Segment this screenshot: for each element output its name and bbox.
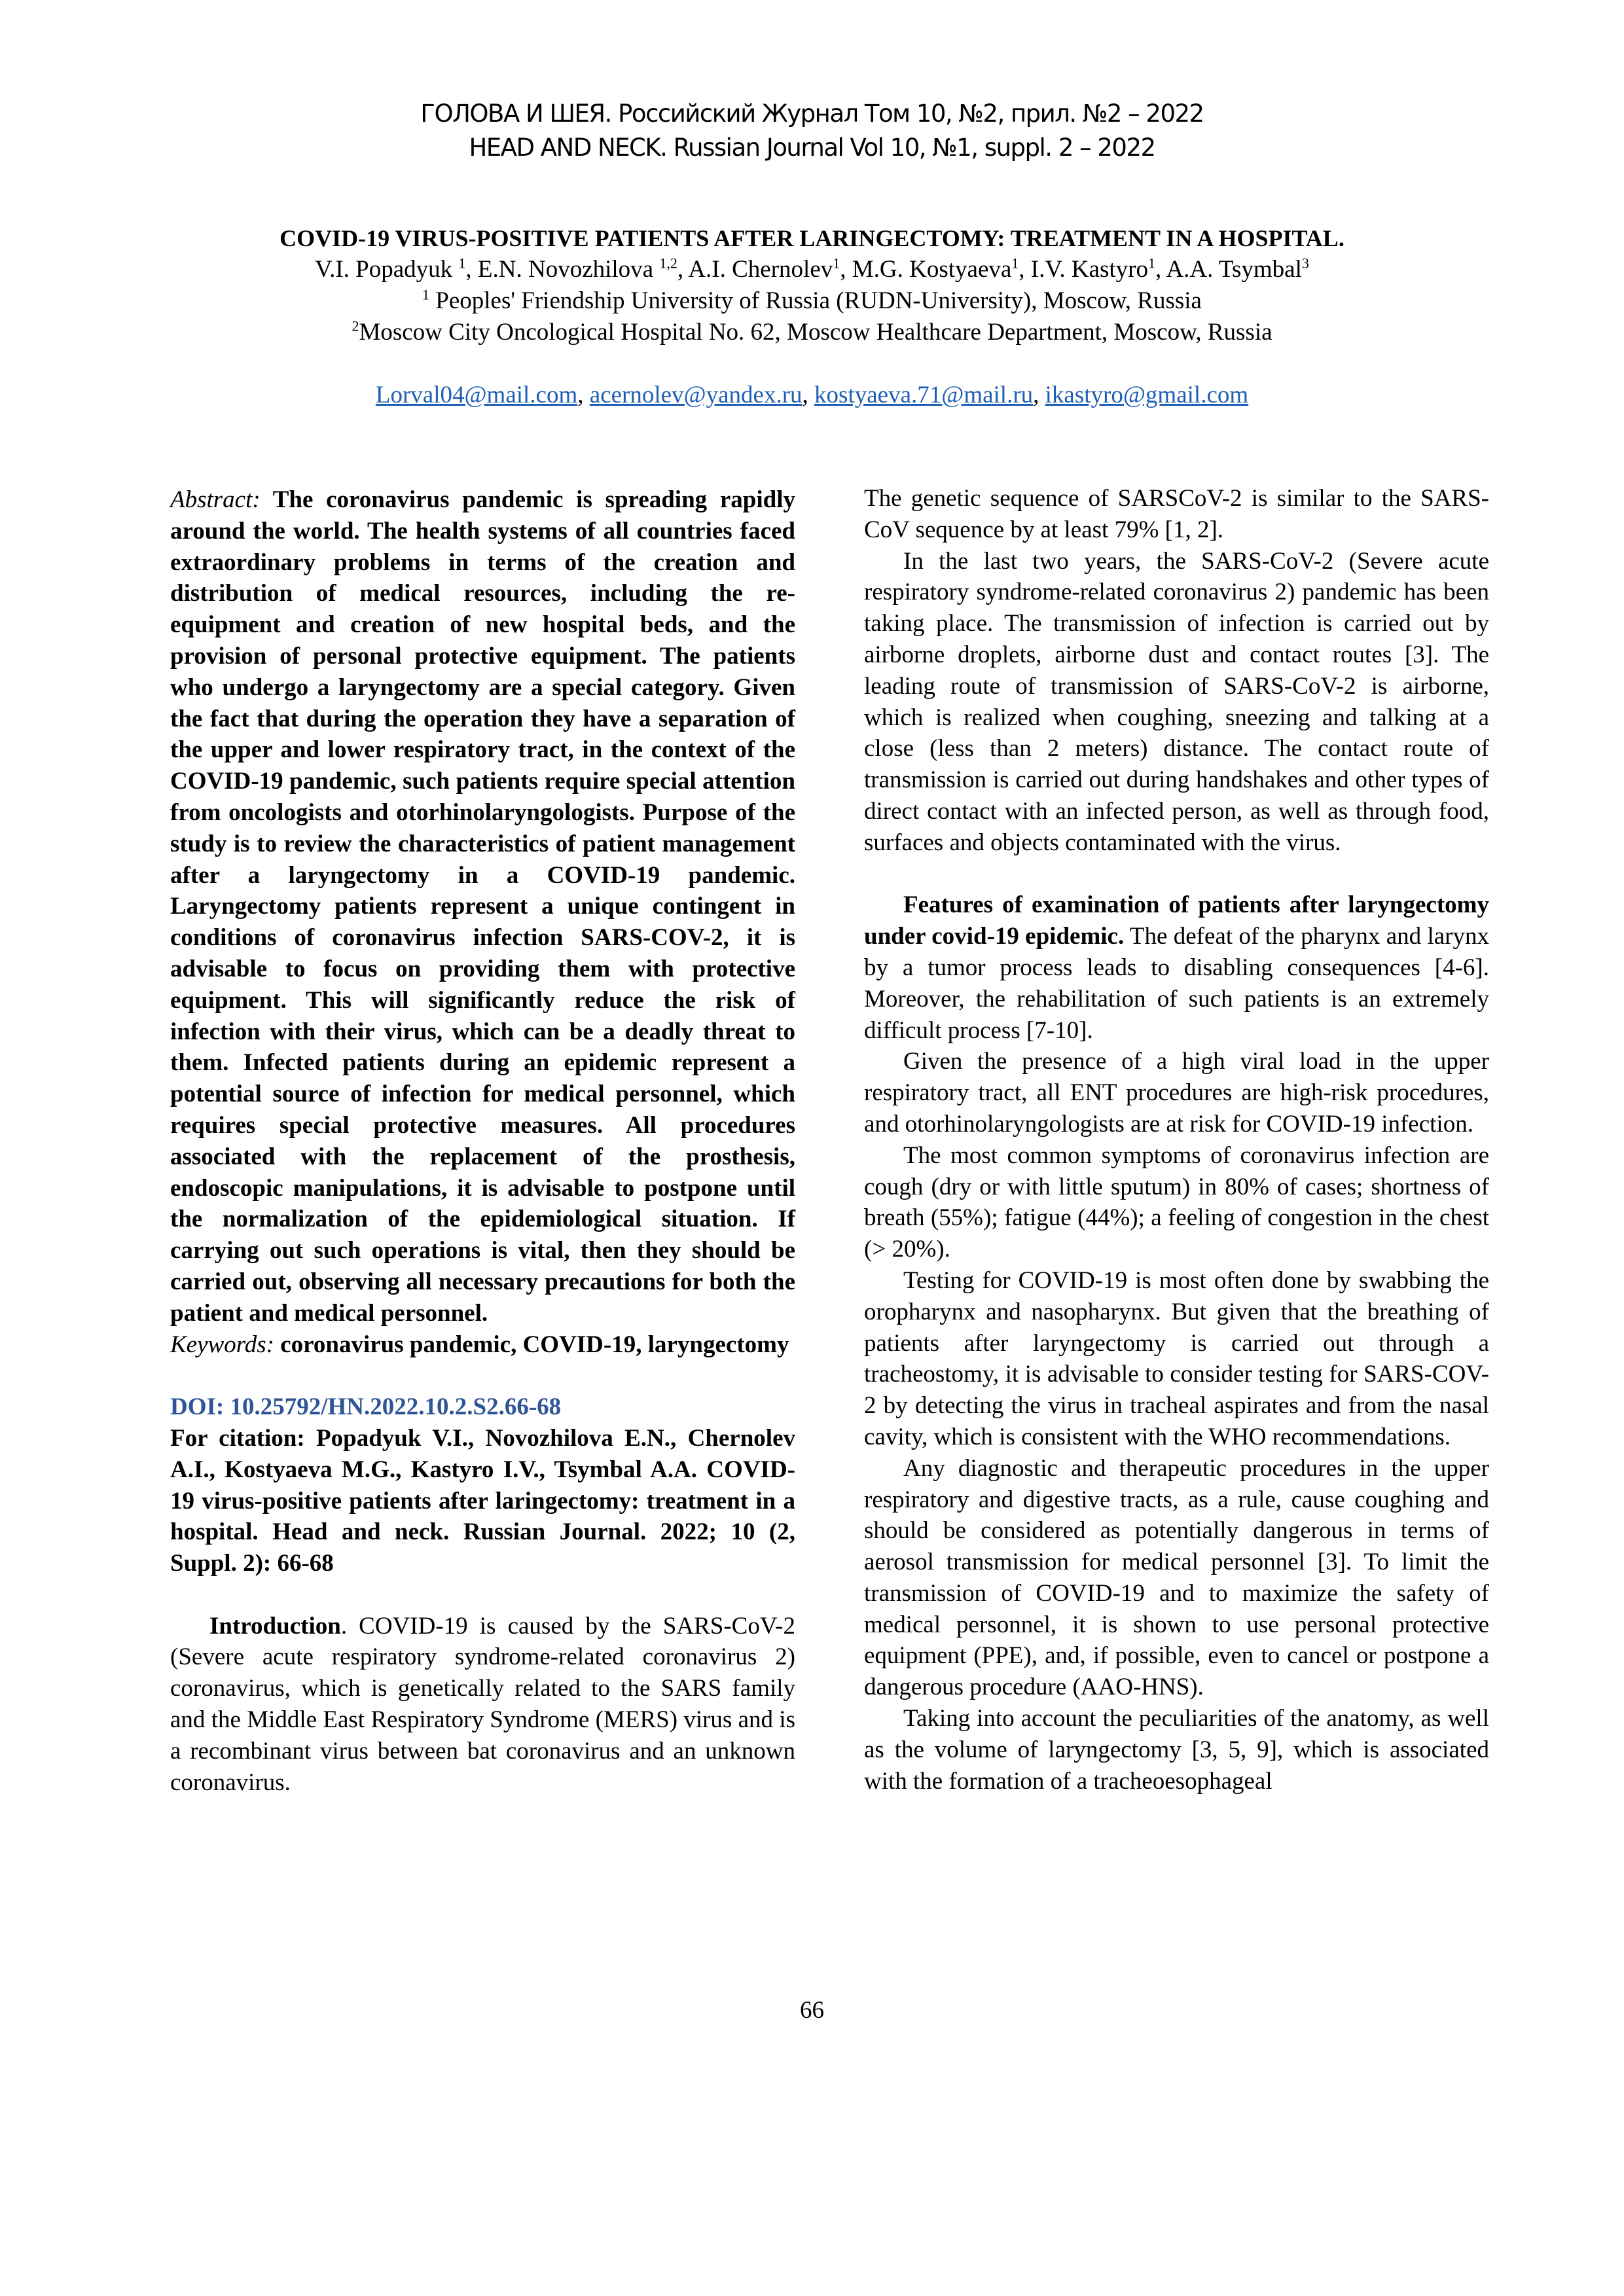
paragraph-text: The defeat of the pharynx and larynx by a tumor process leads to disabling consequences [4-6]. Moreover, the rehabilitation of such patients is an extremely difficult process [7-10]. xyxy=(864,923,1489,1044)
article-title: COVID-19 VIRUS-POSITIVE PATIENTS AFTER LARINGECTOMY: TREATMENT IN A HOSPITAL. xyxy=(280,225,1344,251)
paragraph: The most common symptoms of coronavirus infection are cough (dry or with little sputum) in 80% of cases; shortness of breath (55%); fatigue (44%); a feeling of congestion in the chest (> 20%). xyxy=(864,1141,1489,1263)
introduction-heading: Introduction xyxy=(209,1612,341,1640)
doi[interactable]: DOI: 10.25792/HN.2022.10.2.S2.66-68 xyxy=(170,1393,562,1421)
email-link[interactable]: ikastyro@gmail.com xyxy=(1045,382,1249,408)
left-column xyxy=(170,484,795,1798)
author-separator: , xyxy=(840,256,852,283)
author-affiliation-mark: 1 xyxy=(1147,255,1155,272)
author-affiliation-mark: 3 xyxy=(1301,255,1309,272)
author-list xyxy=(0,254,1624,285)
email-separator: , xyxy=(802,382,815,408)
author-affiliation-mark: 1 xyxy=(458,255,466,272)
title-block xyxy=(0,223,1624,348)
running-header xyxy=(0,97,1624,165)
author-separator: , xyxy=(1019,256,1031,283)
keywords xyxy=(170,1329,795,1361)
section-heading: Features of examination of patients after laryngectomy under covid-19 epidemic. xyxy=(864,891,1489,950)
introduction-paragraph xyxy=(170,1611,795,1799)
paragraph: Testing for COVID-19 is most often done by swabbing the oropharynx and nasopharynx. But given that the breathing of patients after laryngectomy is carried out through a tracheostomy, it is advisable to consider testing for SARS-COV-2 by detecting the virus in tracheal aspirates and from the nasal cavity, which is consistent with the WHO recommendations. xyxy=(864,1266,1489,1450)
paragraph: Any diagnostic and therapeutic procedures in the upper respiratory and digestive tracts, as a rule, cause coughing and should be considered as potentially dangerous in terms of aerosol transmission for medical personnel [3]. To limit the transmission of COVID-19 and to maximize the safety of medical personnel, it is shown to use personal protective equipment (PPE), and, if possible, even to cancel or postpone a dangerous procedure (AAO-HNS). xyxy=(864,1454,1489,1701)
email-list xyxy=(0,380,1624,411)
author: A.I. Chernolev xyxy=(688,256,833,283)
author: I.V. Kastyro xyxy=(1030,256,1148,283)
affiliation-text: Moscow City Oncological Hospital No. 62, Moscow Healthcare Department, Moscow, Russia xyxy=(359,319,1272,346)
email-separator: , xyxy=(577,382,590,408)
affiliation-number: 1 xyxy=(422,286,429,303)
affiliation-text: Peoples' Friendship University of Russia (RUDN-University), Moscow, Russia xyxy=(429,287,1202,314)
keywords-text: coronavirus pandemic, COVID-19, laryngectomy xyxy=(274,1331,789,1358)
email-link[interactable]: kostyaeva.71@mail.ru xyxy=(814,382,1034,408)
page-number: 66 xyxy=(800,1997,824,2024)
header-line-ru: ГОЛОВА И ШЕЯ. Российский Журнал Том 10, №2, прил. №2 – 2022 xyxy=(420,99,1204,128)
keywords-label: Keywords: xyxy=(170,1331,274,1358)
author: E.N. Novozhilova xyxy=(477,256,660,283)
affiliation-1 xyxy=(0,285,1624,317)
paragraph: Given the presence of a high viral load in the upper respiratory tract, all ENT procedures are high-risk procedures, and otorhinolaryngologists are at risk for COVID-19 infection. xyxy=(864,1048,1489,1138)
right-column xyxy=(864,483,1489,1797)
header-line-en: HEAD AND NECK. Russian Journal Vol 10, №1, suppl. 2 – 2022 xyxy=(469,134,1155,162)
email-separator: , xyxy=(1033,382,1045,408)
author-affiliation-mark: 1 xyxy=(833,255,840,272)
author: A.A. Tsymbal xyxy=(1166,256,1302,283)
email-link[interactable]: Lorval04@mail.com xyxy=(375,382,578,408)
paragraph: The genetic sequence of SARSCoV-2 is similar to the SARS-CoV sequence by at least 79% [1, 2]. xyxy=(864,485,1489,543)
author-separator: , xyxy=(1155,256,1166,283)
author-affiliation-mark: 1 xyxy=(1011,255,1019,272)
affiliation-number: 2 xyxy=(352,317,359,334)
paragraph: In the last two years, the SARS-CoV-2 (Severe acute respiratory syndrome-related coronavirus 2) pandemic has been taking place. The transmission of infection is carried out by airborne droplets, airborne dust and contact routes [3]. The leading route of transmission of SARS-CoV-2 is airborne, which is realized when coughing, sneezing and talking at a close (less than 2 meters) distance. The contact route of transmission is carried out during handshakes and other types of direct contact with an infected person, as well as through food, surfaces and objects contaminated with the virus. xyxy=(864,547,1489,856)
introduction-text: . COVID-19 is caused by the SARS-CoV-2 (Severe acute respiratory syndrome-related coronavirus 2) coronavirus, which is genetically related to the SARS family and the Middle East Respiratory Syndrome (MERS) virus and is a recombinant virus between bat coronavirus and an unknown coronavirus. xyxy=(170,1612,795,1796)
author-affiliation-mark: 1,2 xyxy=(659,255,677,272)
author-separator: , xyxy=(677,256,689,283)
affiliation-2 xyxy=(0,317,1624,348)
author: V.I. Popadyuk xyxy=(315,256,459,283)
section-paragraph xyxy=(864,889,1489,1046)
abstract xyxy=(170,484,795,1329)
paragraph: Taking into account the peculiarities of the anatomy, as well as the volume of laryngectomy [3, 5, 9], which is associated with the formation of a tracheoesophageal xyxy=(864,1705,1489,1795)
citation: For citation: Popadyuk V.I., Novozhilova E.N., Chernolev A.I., Kostyaeva M.G., Kastyro I.V., Tsymbal A.A. COVID-19 virus-positive patients after laringectomy: treatment in a hospital. Head and neck. Russian Journal. 2022; 10 (2, Suppl. 2): 66-68 xyxy=(170,1424,795,1577)
author-separator: , xyxy=(465,256,478,283)
abstract-text: The coronavirus pandemic is spreading rapidly around the world. The health systems of all countries faced extraordinary problems in terms of the creation and distribution of medical resources, including the re-equipment and creation of new hospital beds, and the provision of personal protective equipment. The patients who undergo a laryngectomy are a special category. Given the fact that during the operation they have a separation of the upper and lower respiratory tract, in the context of the COVID-19 pandemic, such patients require special attention from oncologists and otorhinolaryngologists. Purpose of the study is to review the characteristics of patient management after a laryngectomy in a COVID-19 pandemic. Laryngectomy patients represent a unique contingent in conditions of coronavirus infection SARS-COV-2, it is advisable to focus on providing them with protective equipment. This will significantly reduce the risk of infection with their virus, which can be a deadly threat to them. Infected patients during an epidemic represent a potential source of infection for medical personnel, which requires special protective measures. All procedures associated with the replacement of the prosthesis, endoscopic manipulations, it is advisable to postpone until the normalization of the epidemiological situation. If carrying out such operations is vital, then they should be carried out, observing all necessary precautions for both the patient and medical personnel. xyxy=(170,486,795,1327)
author: M.G. Kostyaeva xyxy=(852,256,1012,283)
email-link[interactable]: acernolev@yandex.ru xyxy=(589,382,803,408)
abstract-label: Abstract: xyxy=(170,486,261,513)
